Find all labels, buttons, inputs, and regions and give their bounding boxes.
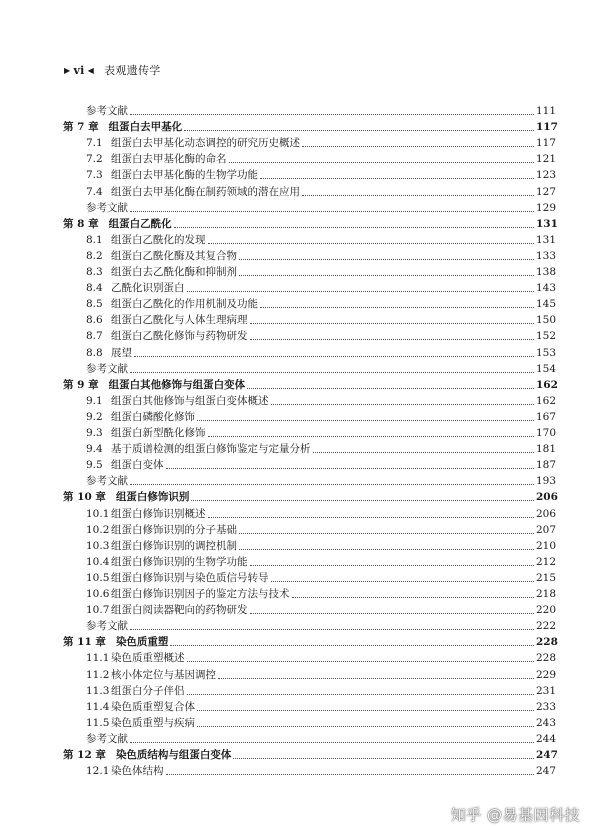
toc-section-row[interactable]: [0, 313, 600, 327]
page-number: 162: [536, 394, 557, 407]
section-number: 10.4: [86, 555, 110, 568]
section-number: 8.5: [86, 298, 103, 311]
dot-leader: [208, 436, 535, 437]
section-number: 8.1: [86, 233, 103, 246]
section-title: 基于质谱检测的组蛋白修饰鉴定与定量分析: [111, 443, 311, 456]
section-title: 组蛋白去甲基化酶在制药领域的潜在应用: [111, 185, 300, 198]
section-title: 组蛋白修饰识别的分子基础: [111, 523, 237, 536]
toc-section-row[interactable]: [0, 410, 600, 424]
section-title: 组蛋白修饰识别的调控机制: [111, 539, 237, 552]
dot-leader: [130, 742, 534, 743]
section-title: 展望: [111, 346, 132, 359]
section-number: 8.7: [86, 330, 103, 343]
section-title: 染色体结构: [111, 765, 164, 778]
section-number: 9.4: [86, 443, 103, 456]
header-page-number: vi: [73, 63, 85, 77]
chapter-title: 染色质结构与组蛋白变体: [115, 749, 232, 761]
toc-section-row[interactable]: [0, 297, 600, 311]
section-title: 组蛋白去甲基化酶的生物学功能: [111, 169, 258, 182]
section-number: 9.5: [86, 459, 103, 472]
dot-leader: [247, 388, 534, 389]
toc-chapter-row[interactable]: [0, 490, 600, 504]
toc-section-row[interactable]: [0, 684, 600, 698]
section-number: 11.1: [86, 652, 110, 665]
page-number: 247: [536, 749, 558, 761]
page-number: 207: [536, 523, 557, 536]
references-label: 参考文献: [86, 732, 128, 745]
dot-leader: [184, 130, 534, 131]
dot-leader: [130, 484, 534, 485]
references-label: 参考文献: [86, 362, 128, 375]
dot-leader: [170, 645, 534, 646]
dot-leader: [208, 243, 535, 244]
section-number: 11.5: [86, 716, 110, 729]
dot-leader: [197, 710, 534, 711]
section-title: 组蛋白乙酰化与人体生理病理: [111, 314, 248, 327]
toc-section-row[interactable]: [0, 668, 600, 682]
dot-leader: [130, 211, 534, 212]
toc-section-row[interactable]: [0, 281, 600, 295]
dot-leader: [260, 307, 534, 308]
toc-section-row[interactable]: [0, 571, 600, 585]
dot-leader: [239, 259, 534, 260]
references-label: 参考文献: [86, 620, 128, 633]
right-arrow-icon: ▶: [64, 65, 71, 75]
dot-leader: [166, 774, 535, 775]
section-number: 8.8: [86, 346, 103, 359]
section-number: 8.2: [86, 249, 103, 262]
section-title: 组蛋白乙酰化的作用机制及功能: [111, 298, 258, 311]
section-title: 组蛋白分子伴侣: [111, 684, 185, 697]
toc-section-row[interactable]: [0, 394, 600, 408]
dot-leader: [218, 678, 534, 679]
section-number: 10.5: [86, 571, 110, 584]
dot-leader: [302, 195, 534, 196]
dot-leader: [130, 629, 534, 630]
page-number: 229: [536, 668, 557, 681]
page-number: 133: [536, 249, 557, 262]
page-number: 243: [536, 716, 557, 729]
dot-leader: [130, 372, 534, 373]
dot-leader: [250, 613, 535, 614]
dot-leader: [174, 227, 534, 228]
chapter-number: 第 12 章: [63, 749, 106, 761]
section-number: 7.3: [86, 169, 103, 182]
section-title: 组蛋白修饰识别的生物学功能: [111, 555, 248, 568]
dot-leader: [260, 178, 534, 179]
toc-section-row[interactable]: [0, 233, 600, 247]
section-title: 核小体定位与基因调控: [111, 668, 216, 681]
section-title: 组蛋白磷酸化修饰: [111, 410, 195, 423]
references-label: 参考文献: [86, 475, 128, 488]
dot-leader: [134, 356, 534, 357]
page-number: 117: [536, 137, 557, 150]
dot-leader: [197, 726, 534, 727]
section-title: 组蛋白修饰识别因子的鉴定方法与技术: [111, 588, 290, 600]
page-number: 143: [536, 282, 557, 295]
toc-section-row[interactable]: [0, 555, 600, 569]
section-number: 9.1: [86, 394, 103, 407]
watermark: 知乎 @易基因科技: [450, 806, 580, 824]
page-number: 244: [536, 732, 557, 745]
dot-leader: [187, 291, 535, 292]
toc-section-row[interactable]: [0, 539, 600, 553]
toc-references-row[interactable]: [0, 362, 600, 376]
page-number: 181: [536, 443, 557, 456]
dot-leader: [239, 549, 534, 550]
toc-section-row[interactable]: [0, 265, 600, 279]
page-number: 247: [536, 765, 557, 778]
page-number: 222: [536, 620, 557, 633]
toc-chapter-row[interactable]: [0, 120, 600, 134]
chapter-title: 组蛋白去甲基化: [108, 121, 183, 134]
section-number: 9.3: [86, 427, 103, 439]
dot-leader: [187, 694, 535, 695]
page-number: 150: [536, 314, 557, 327]
page-number: 123: [536, 169, 557, 182]
page-number: 152: [536, 330, 557, 343]
dot-leader: [250, 339, 535, 340]
page-number: 121: [536, 153, 557, 166]
toc-section-row[interactable]: [0, 329, 600, 343]
toc-section-row[interactable]: [0, 587, 600, 601]
toc-section-row[interactable]: [0, 168, 600, 182]
toc-section-row[interactable]: [0, 346, 600, 360]
page-number: 206: [536, 507, 557, 520]
chapter-title: 组蛋白乙酰化: [108, 217, 172, 230]
page-number: 127: [536, 185, 557, 198]
chapter-title: 染色质重塑: [115, 636, 169, 649]
page-number: 218: [536, 588, 557, 600]
toc-section-row[interactable]: [0, 136, 600, 150]
page-number: 206: [536, 491, 558, 504]
toc-chapter-row[interactable]: [0, 748, 600, 762]
dot-leader: [166, 468, 535, 469]
page-number: 220: [536, 604, 557, 617]
page-number: 111: [536, 105, 557, 117]
section-title: 组蛋白去甲基化酶的命名: [111, 153, 227, 166]
section-number: 12.1: [86, 765, 110, 778]
toc-section-row[interactable]: [0, 458, 600, 472]
header-book-title: 表观遗传学: [104, 64, 161, 77]
section-number: 10.1: [86, 507, 110, 520]
section-title: 组蛋白新型酰化修饰: [111, 427, 206, 439]
references-label: 参考文献: [86, 105, 128, 117]
toc-section-row[interactable]: [0, 716, 600, 730]
toc-chapter-row[interactable]: [0, 217, 600, 231]
section-title: 组蛋白去乙酰化酶和抑制剂: [111, 266, 237, 278]
section-title: 组蛋白变体: [111, 459, 164, 472]
toc-section-row[interactable]: [0, 507, 600, 521]
chapter-title: 组蛋白修饰识别: [115, 491, 190, 504]
page-number: 233: [536, 700, 557, 713]
page-number: 170: [536, 427, 557, 439]
section-title: 组蛋白修饰识别与染色质信号转导: [111, 571, 269, 584]
page-number: 228: [536, 636, 558, 649]
page-number: 187: [536, 459, 557, 472]
toc-references-row[interactable]: [0, 732, 600, 746]
dot-leader: [250, 323, 535, 324]
page-number: 193: [536, 475, 557, 488]
chapter-number: 第 8 章: [63, 217, 99, 230]
dot-leader: [313, 452, 535, 453]
dot-leader: [229, 162, 535, 163]
page-number: 212: [536, 555, 557, 568]
section-number: 10.2: [86, 523, 110, 536]
section-number: 10.3: [86, 539, 110, 552]
section-number: 11.3: [86, 684, 110, 697]
toc-section-row[interactable]: [0, 185, 600, 199]
section-number: 11.4: [86, 700, 110, 713]
section-title: 组蛋白阅读器靶向的药物研发: [111, 604, 248, 617]
page-number: 131: [536, 217, 558, 230]
dot-leader: [130, 114, 534, 115]
section-number: 10.7: [86, 604, 110, 617]
toc-references-row[interactable]: [0, 474, 600, 488]
section-title: 染色质重塑与疾病: [111, 716, 195, 729]
dot-leader: [187, 661, 535, 662]
toc-chapter-row[interactable]: [0, 635, 600, 649]
page-number: 210: [536, 539, 557, 552]
section-title: 组蛋白其他修饰与组蛋白变体概述: [111, 394, 269, 407]
section-number: 8.3: [86, 266, 103, 278]
section-title: 组蛋白修饰识别概述: [111, 507, 206, 520]
toc-section-row[interactable]: [0, 442, 600, 456]
page-number: 162: [536, 378, 558, 391]
section-title: 组蛋白乙酰化的发现: [111, 233, 206, 246]
toc-section-row[interactable]: [0, 152, 600, 166]
section-number: 7.1: [86, 137, 103, 150]
left-arrow-icon: ◀: [87, 65, 95, 75]
section-number: 10.6: [86, 588, 110, 600]
page-number: 131: [536, 233, 557, 246]
section-title: 组蛋白去甲基化动态调控的研究历史概述: [111, 137, 300, 150]
section-number: 11.2: [86, 668, 110, 681]
chapter-number: 第 9 章: [63, 378, 99, 391]
toc-chapter-row[interactable]: [0, 378, 600, 392]
dot-leader: [191, 500, 534, 501]
dot-leader: [250, 565, 535, 566]
toc-section-row[interactable]: [0, 426, 600, 440]
toc-section-row[interactable]: [0, 603, 600, 617]
chapter-title: 组蛋白其他修饰与组蛋白变体: [108, 378, 246, 391]
page-number: 228: [536, 652, 557, 665]
dot-leader: [208, 517, 535, 518]
page-number: 129: [536, 201, 557, 214]
toc-section-row[interactable]: [0, 764, 600, 778]
section-title: 组蛋白乙酰化酶及其复合物: [111, 249, 237, 262]
chapter-number: 第 10 章: [63, 491, 106, 504]
dot-leader: [292, 597, 535, 598]
chapter-number: 第 11 章: [63, 636, 106, 649]
toc-references-row[interactable]: [0, 619, 600, 633]
dot-leader: [302, 146, 534, 147]
toc-section-row[interactable]: [0, 651, 600, 665]
dot-leader: [271, 404, 535, 405]
page-number: 215: [536, 571, 557, 584]
page-number: 154: [536, 362, 557, 375]
chapter-number: 第 7 章: [63, 121, 99, 134]
section-title: 组蛋白乙酰化修饰与药物研发: [111, 330, 248, 343]
toc-references-row[interactable]: [0, 201, 600, 215]
section-title: 乙酰化识别蛋白: [111, 282, 185, 295]
dot-leader: [197, 420, 534, 421]
toc-references-row[interactable]: [0, 104, 600, 118]
toc-section-row[interactable]: [0, 523, 600, 537]
section-title: 染色质重塑概述: [111, 652, 185, 665]
running-header: [64, 62, 161, 78]
section-number: 7.4: [86, 185, 103, 198]
dot-leader: [239, 533, 534, 534]
dot-leader: [233, 758, 534, 759]
references-label: 参考文献: [86, 201, 128, 214]
page-number: 167: [536, 410, 557, 423]
page-number: 138: [536, 266, 557, 278]
toc-section-row[interactable]: [0, 700, 600, 714]
dot-leader: [239, 275, 534, 276]
toc-section-row[interactable]: [0, 249, 600, 263]
section-number: 9.2: [86, 410, 103, 423]
page-number: 145: [536, 298, 557, 311]
dot-leader: [271, 581, 535, 582]
section-number: 8.4: [86, 282, 103, 295]
page-number: 153: [536, 346, 557, 359]
section-number: 8.6: [86, 314, 103, 327]
section-number: 7.2: [86, 153, 103, 166]
section-title: 染色质重塑复合体: [111, 700, 195, 713]
page-number: 231: [536, 684, 557, 697]
page-number: 117: [536, 121, 558, 134]
